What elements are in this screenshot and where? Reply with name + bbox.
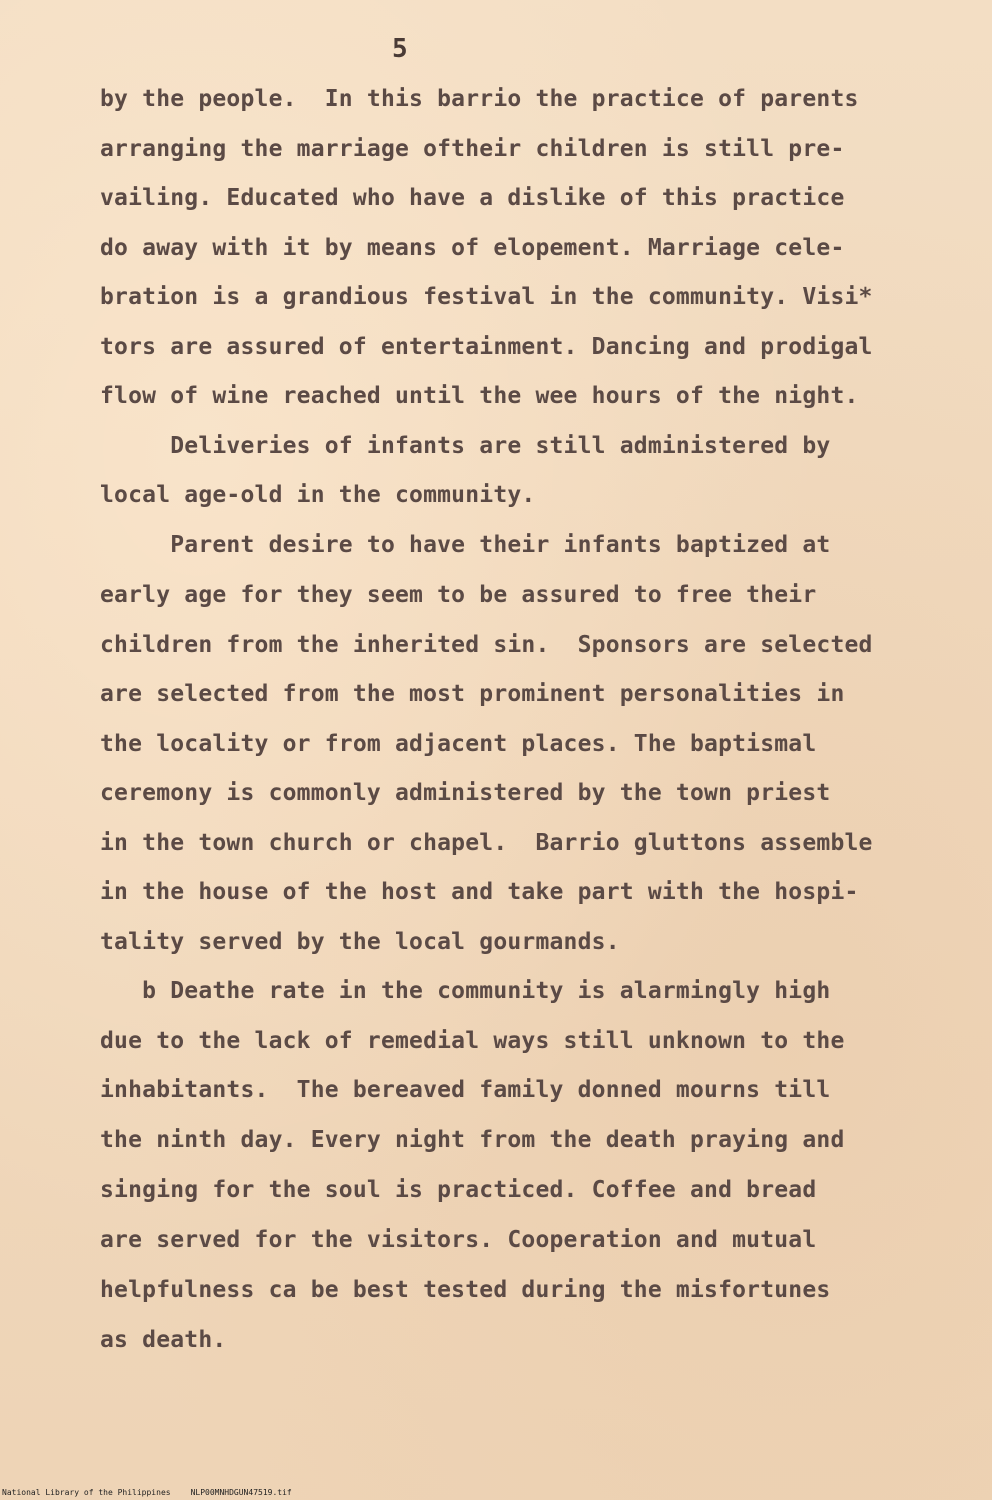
body-line: Parent desire to have their infants baptized at (100, 532, 831, 558)
body-line: ceremony is commonly administered by the town priest (100, 780, 831, 806)
body-line: singing for the soul is practiced. Coffee and bread (100, 1177, 817, 1203)
body-line: helpfulness ca be best tested during the misfortunes (100, 1277, 831, 1303)
body-line: vailing. Educated who have a dislike of this practice (100, 185, 845, 211)
body-line: tality served by the local gourmands. (100, 929, 620, 955)
body-line: local age-old in the community. (100, 482, 536, 508)
body-line: due to the lack of remedial ways still unknown to the (100, 1028, 845, 1054)
body-line: bration is a grandious festival in the community. Visi* (100, 284, 873, 310)
body-line: do away with it by means of elopement. Marriage cele- (100, 235, 845, 261)
scan-footer (2, 1488, 312, 1497)
page-number: 5 (392, 34, 408, 64)
body-line: in the house of the host and take part with the hospi- (100, 879, 859, 905)
body-line: tors are assured of entertainment. Dancing and prodigal (100, 334, 873, 360)
body-line: Deliveries of infants are still administered by (100, 433, 831, 459)
body-line: the locality or from adjacent places. The baptismal (100, 731, 817, 757)
body-line: inhabitants. The bereaved family donned mourns till (100, 1077, 831, 1103)
body-line: in the town church or chapel. Barrio gluttons assemble (100, 830, 873, 856)
body-line: by the people. In this barrio the practice of parents (100, 86, 859, 112)
body-line: flow of wine reached until the wee hours of the night. (100, 383, 859, 409)
footer-filename: NLP00MNHDGUN47519.tif (190, 1488, 292, 1497)
footer-library: National Library of the Philippines (2, 1488, 171, 1497)
body-line: arranging the marriage oftheir children is still pre- (100, 136, 845, 162)
body-line: are served for the visitors. Cooperation and mutual (100, 1227, 817, 1253)
body-line: as death. (100, 1327, 227, 1353)
body-line: the ninth day. Every night from the death praying and (100, 1127, 845, 1153)
body-line: early age for they seem to be assured to free their (100, 582, 817, 608)
body-line: children from the inherited sin. Sponsors are selected (100, 632, 873, 658)
body-line: are selected from the most prominent personalities in (100, 681, 845, 707)
body-line: b Deathe rate in the community is alarmingly high (100, 978, 831, 1004)
